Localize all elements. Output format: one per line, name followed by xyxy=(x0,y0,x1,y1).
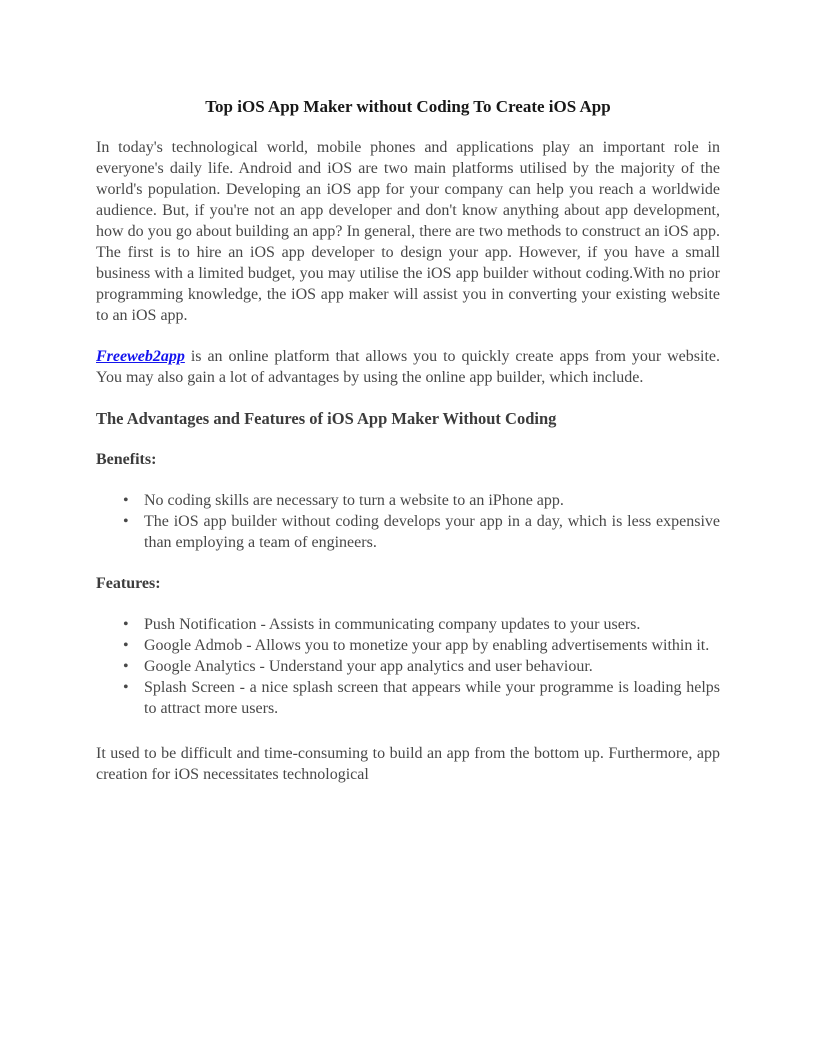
platform-paragraph-text: is an online platform that allows you to quickly create apps from your website. You may also gain a lot of advantages by using the online app builder, which include. xyxy=(96,348,721,386)
benefits-list xyxy=(96,490,720,553)
benefits-heading: Benefits: xyxy=(96,451,157,468)
advantages-heading: The Advantages and Features of iOS App Maker Without Coding xyxy=(96,409,557,428)
list-item: • The iOS app builder without coding develops your app in a day, which is less expensive than employing a team of engineers. xyxy=(144,511,720,553)
features-list xyxy=(96,614,720,719)
features-heading: Features: xyxy=(96,575,161,592)
list-item: • Google Admob - Allows you to monetize your app by enabling advertisements within it. xyxy=(144,635,720,656)
closing-paragraph: It used to be difficult and time-consuming to build an app from the bottom up. Furthermore, app creation for iOS necessitates technological xyxy=(96,745,720,783)
list-item: • Splash Screen - a nice splash screen that appears while your programme is loading helps to attract more users. xyxy=(144,677,720,719)
list-item: • Push Notification - Assists in communicating company updates to your users. xyxy=(144,614,720,635)
platform-paragraph xyxy=(96,346,720,388)
intro-paragraph: In today's technological world, mobile phones and applications play an important role in everyone's daily life. Android and iOS are two main platforms utilised by the majority of the world's population. Developing an iOS app for your company can help you reach a worldwide audience. But, if you're not an app developer and don't know anything about app development, how do you go about building an app? In general, there are two methods to construct an iOS app. The first is to hire an iOS app developer to design your app. However, if you have a small business with a limited budget, you may utilise the iOS app builder without coding.With no prior programming knowledge, the iOS app maker will assist you in converting your existing website to an iOS app. xyxy=(96,139,720,324)
list-item: • No coding skills are necessary to turn a website to an iPhone app. xyxy=(144,490,720,511)
list-item: • Google Analytics - Understand your app analytics and user behaviour. xyxy=(144,656,720,677)
freeweb2app-link[interactable]: Freeweb2app xyxy=(96,348,185,365)
document-title: Top iOS App Maker without Coding To Create iOS App xyxy=(205,97,611,116)
